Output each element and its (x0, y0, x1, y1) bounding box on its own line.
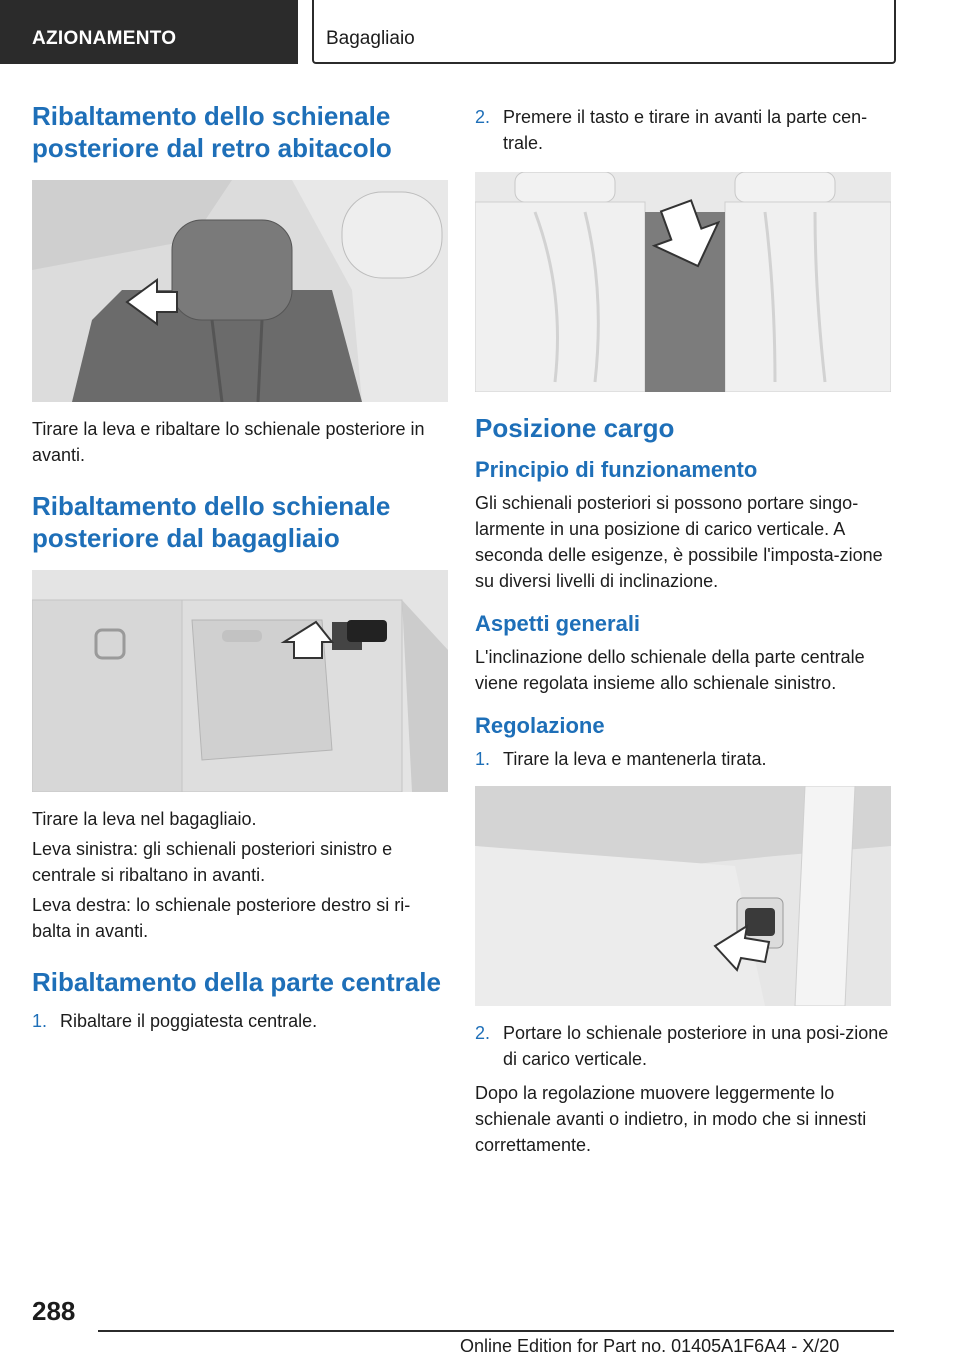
figure-trunk-lever (32, 570, 448, 792)
header-chapter-tab (312, 0, 896, 64)
step-text: Portare lo schienale posteriore in una posi-zione di carico verticale. (503, 1023, 889, 1069)
paragraph-trunk-right-lever: Leva destra: lo schienale posteriore destro si ri-balta in avanti. (32, 895, 411, 941)
paragraph-general: L'inclinazione dello schienale della parte centrale viene regolata insieme allo schienale sinistro. (475, 647, 865, 693)
section-title-trunk: Ribaltamento dello schienale posteriore dal bagagliaio (32, 491, 391, 553)
paragraph-trunk-left-lever: Leva sinistra: gli schienali posteriori sinistro e centrale si ribaltano in avanti. (32, 839, 393, 885)
step-number: 2. (475, 107, 491, 127)
paragraph-trunk-pull: Tirare la leva nel bagagliaio. (32, 809, 257, 829)
step-item (475, 746, 891, 772)
subsection-title-general: Aspetti generali (475, 611, 641, 636)
paragraph-rear-cabin: Tirare la leva e ribaltare lo schienale posteriore in avanti. (32, 419, 425, 465)
section-title-rear-cabin: Ribaltamento dello schienale posteriore dal retro abitacolo (32, 101, 392, 163)
footer-divider (98, 1330, 894, 1332)
figure-adjust-lever (475, 786, 891, 1006)
step-item (475, 1020, 891, 1072)
subsection-title-principle: Principio di funzionamento (475, 457, 758, 482)
figure-center-backrest (475, 172, 891, 392)
page-number: 288 (32, 1296, 76, 1326)
section-title-center: Ribaltamento della parte centrale (32, 967, 441, 997)
figure-rear-headrest-lever (32, 180, 448, 402)
step-text: Ribaltare il poggiatesta centrale. (60, 1011, 318, 1031)
header-section-label: AZIONAMENTO (32, 28, 177, 49)
step-number: 1. (32, 1011, 48, 1031)
left-column (32, 100, 448, 1042)
step-item (475, 104, 891, 156)
header-section-tab (0, 0, 298, 64)
subsection-title-adjust: Regolazione (475, 713, 605, 738)
step-number: 2. (475, 1023, 491, 1043)
right-column (475, 104, 891, 1166)
step-text: Tirare la leva e mantenerla tirata. (503, 749, 767, 769)
step-item (32, 1008, 448, 1034)
step-number: 1. (475, 749, 491, 769)
paragraph-principle: Gli schienali posteriori si possono portare singo-larmente in una posizione di carico verticale. A seconda delle esigenze, è possibile l'imposta-zione su diversi livelli di inclinazione. (475, 493, 883, 591)
paragraph-after-adjust: Dopo la regolazione muovere leggermente lo schienale avanti o indietro, in modo che si innesti correttamente. (475, 1083, 867, 1155)
section-title-cargo: Posizione cargo (475, 413, 675, 443)
step-text: Premere il tasto e tirare in avanti la parte cen-trale. (503, 107, 868, 153)
footer-edition: Online Edition for Part no. 01405A1F6A4 - X/20 (460, 1336, 840, 1356)
header-chapter-label: Bagagliaio (326, 28, 415, 49)
